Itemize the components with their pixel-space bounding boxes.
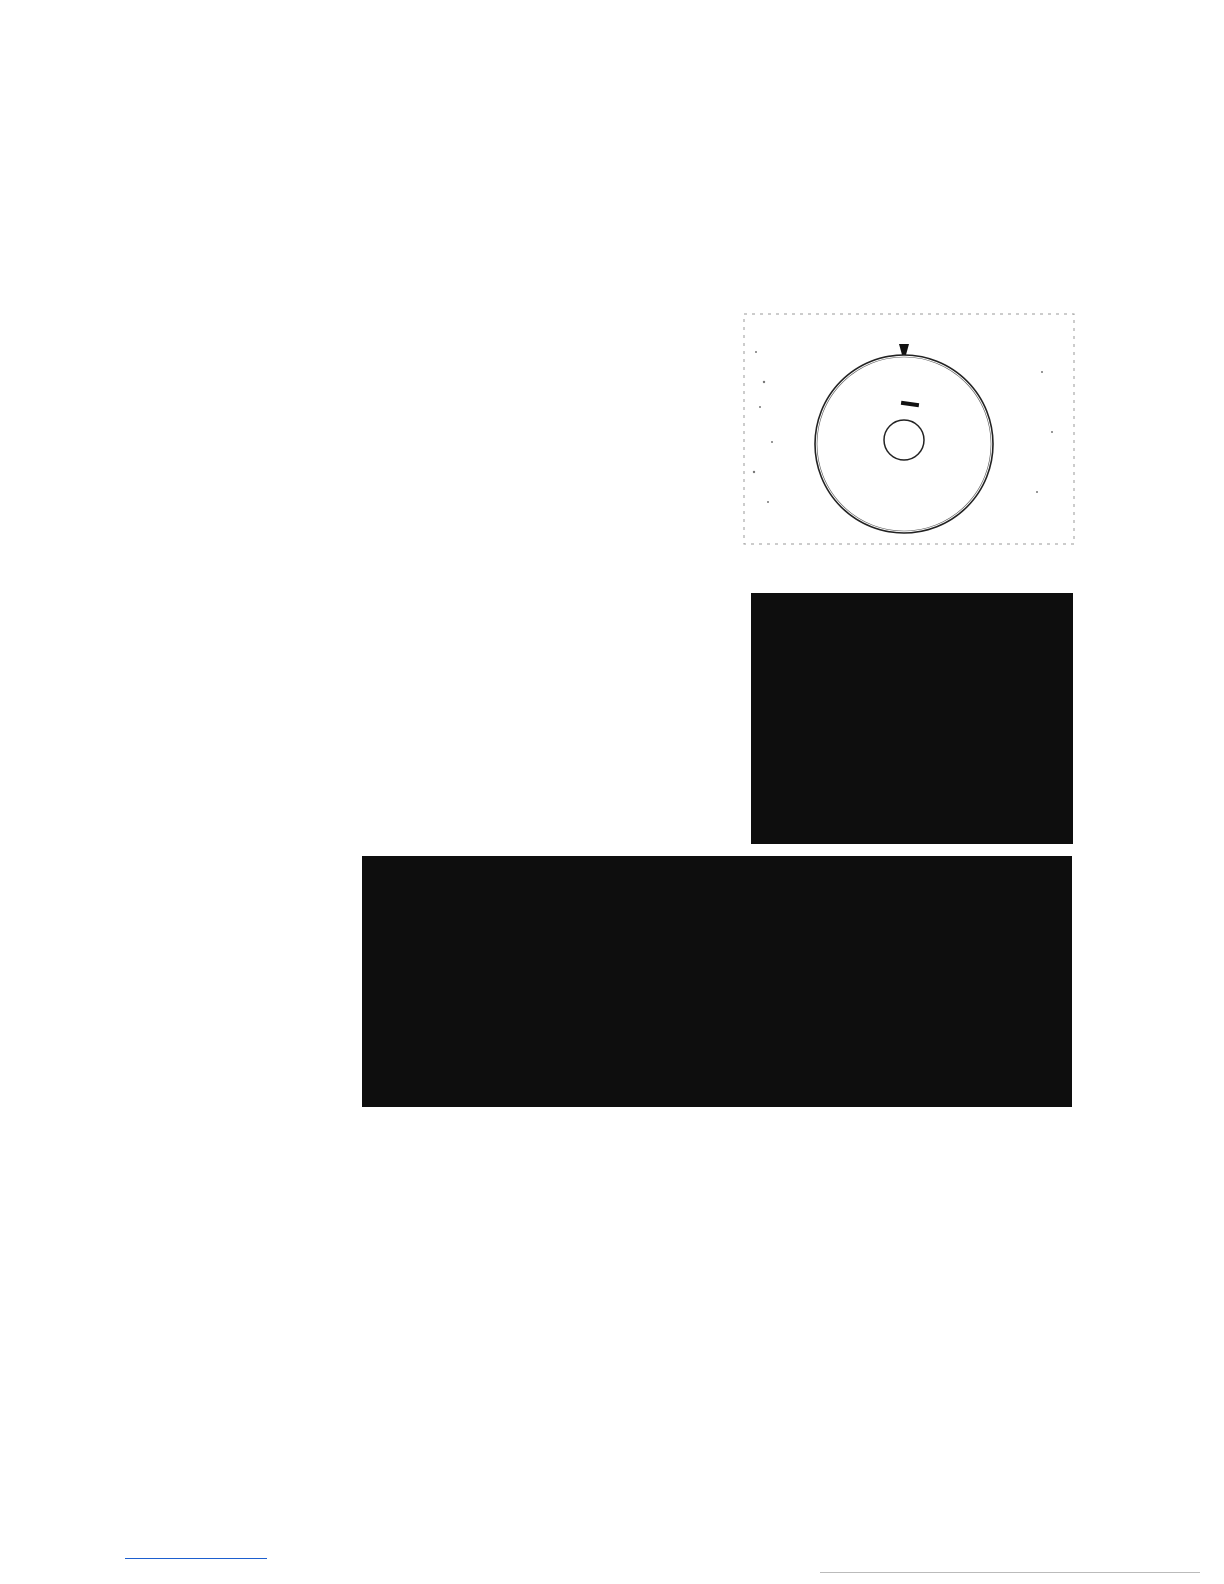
- footer-line: [820, 1572, 1200, 1573]
- width-dial-illustration: [742, 312, 1076, 546]
- footer-rule: [125, 1558, 267, 1559]
- stitch-sample-panel-bottom: [362, 856, 1072, 1107]
- dial-center-icon: [884, 420, 924, 460]
- stitch-sample-panel-top: [751, 593, 1073, 844]
